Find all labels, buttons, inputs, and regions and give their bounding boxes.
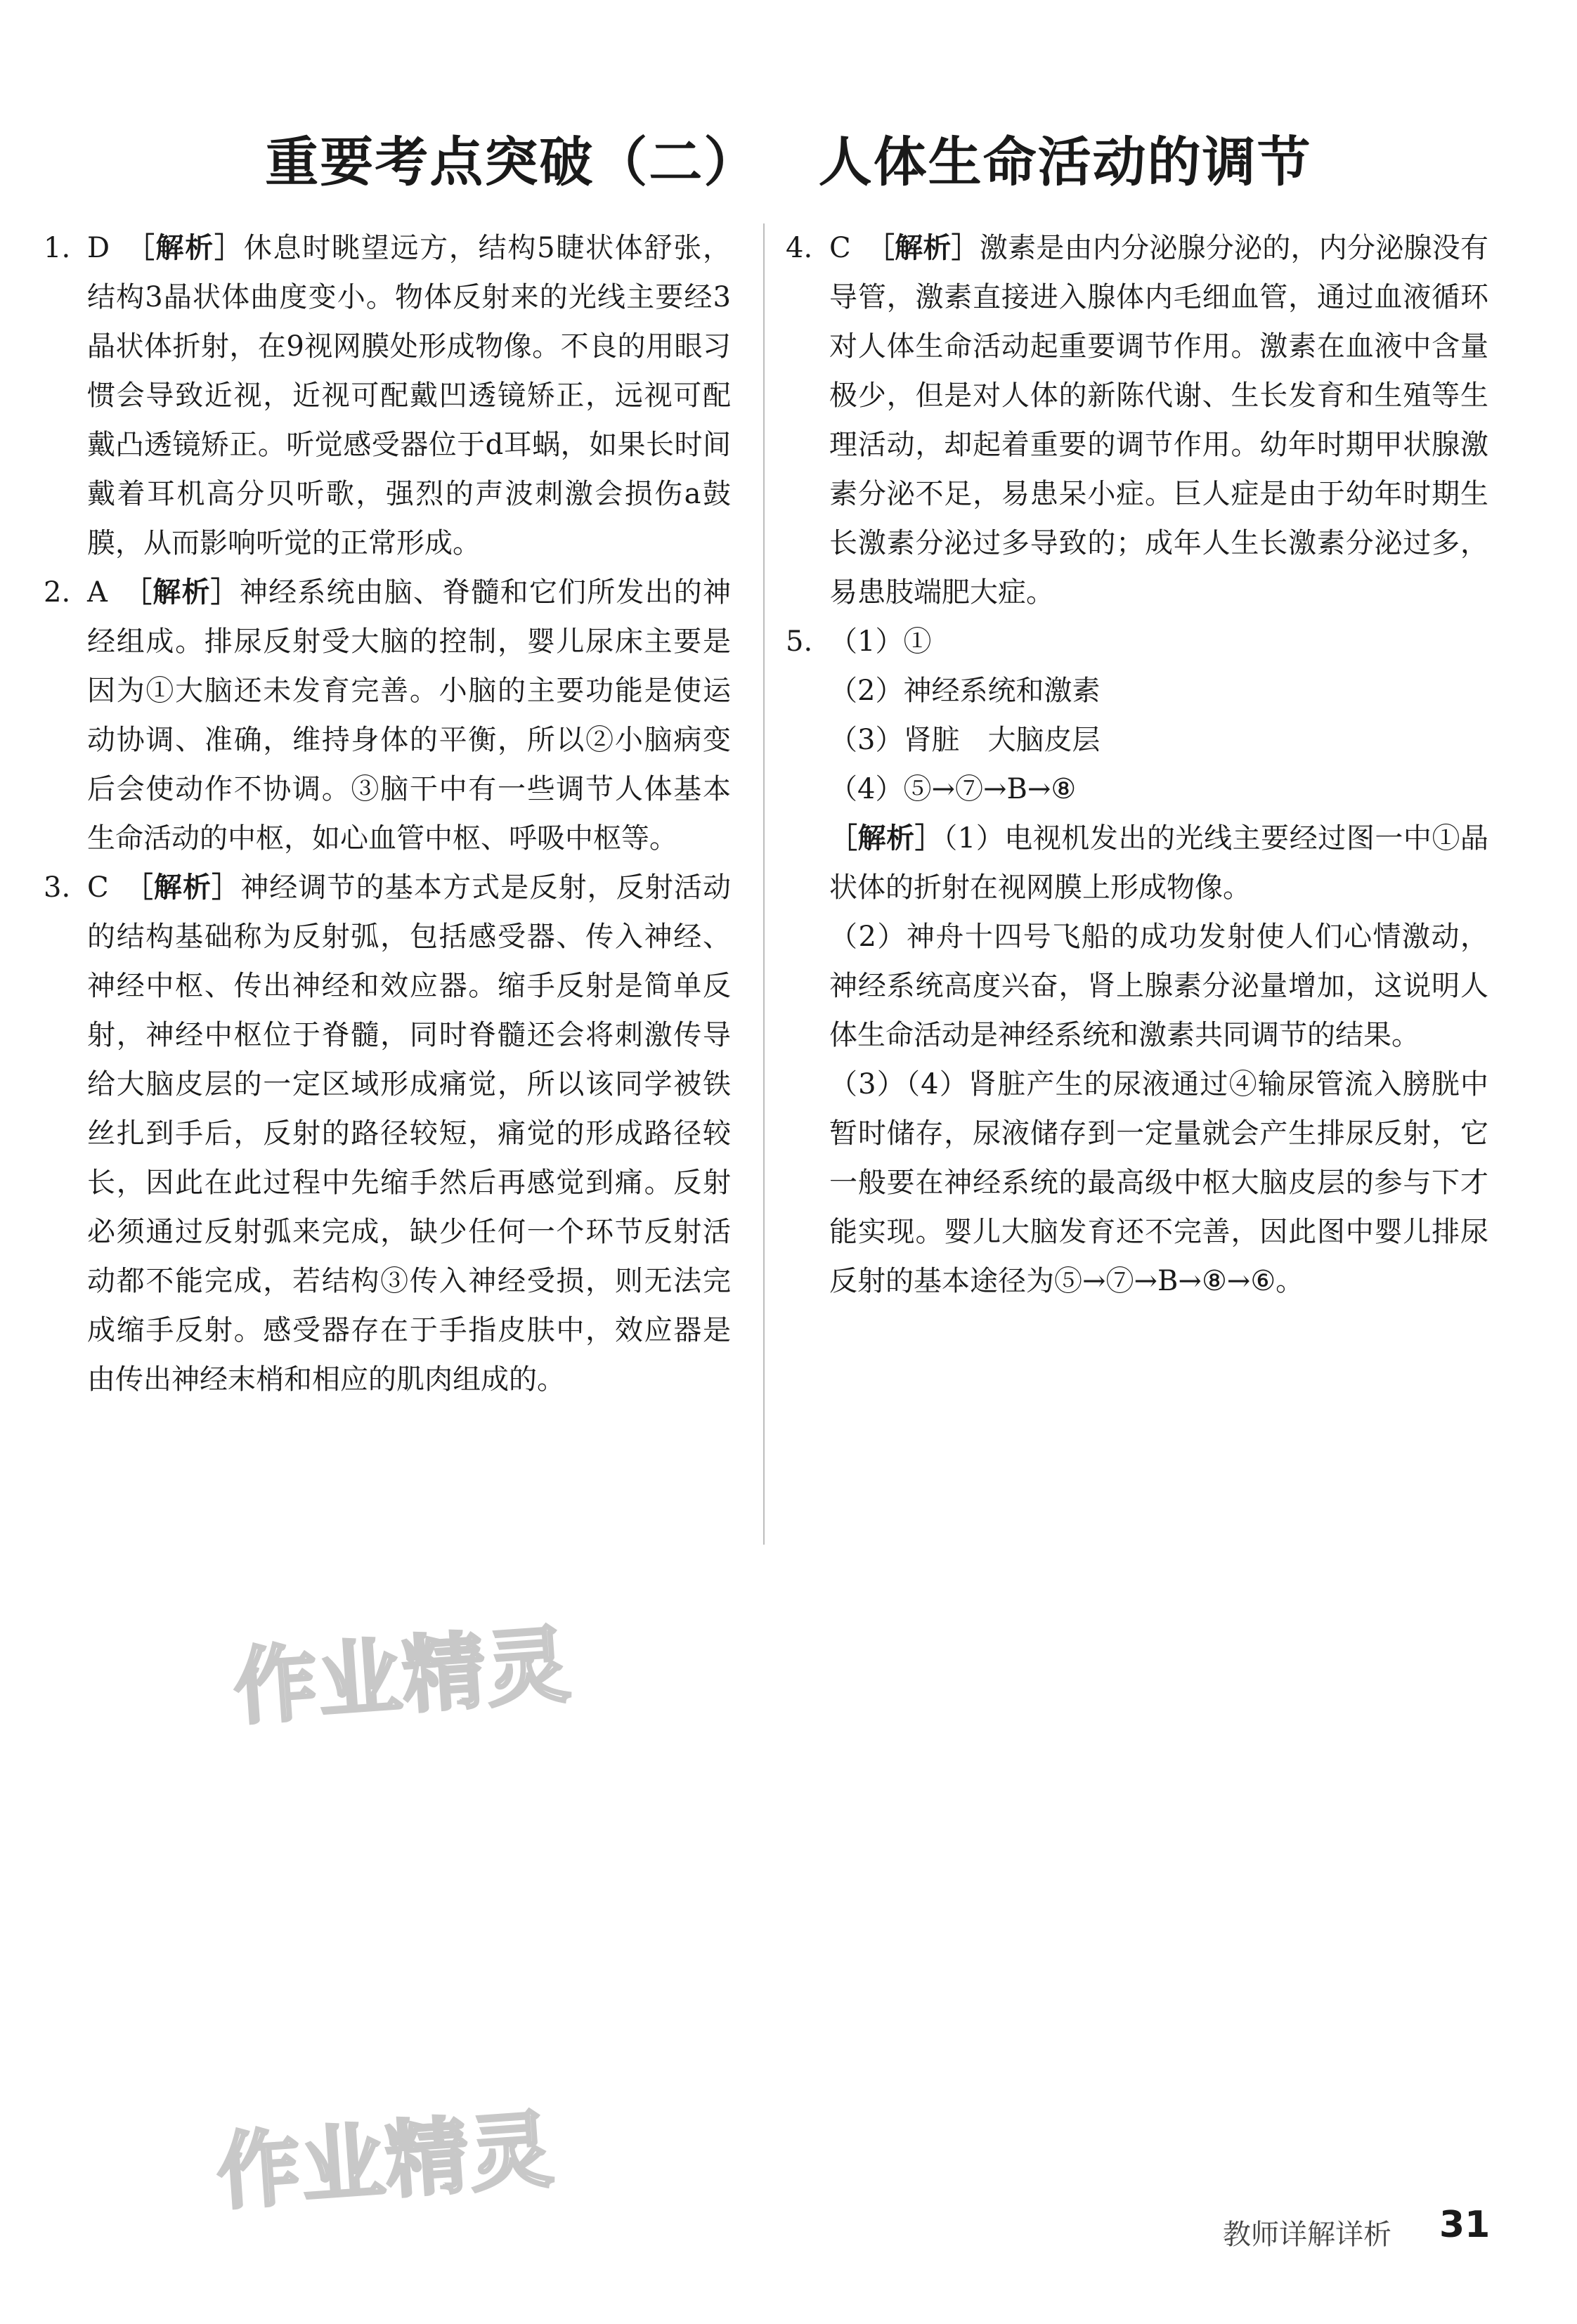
question-number: 3. [44,871,71,904]
right-column [786,223,1488,1306]
answer-letter: A [87,576,108,609]
footer-label: 教师详解详析 [1223,2219,1391,2251]
answer-line: （2）神经系统和激素 [829,675,1101,707]
analysis-tag: ［解析］ [866,232,980,264]
page-number: 31 [1439,2204,1491,2246]
answer-letter: D [87,232,110,264]
analysis-text: （3）（4）肾脏产生的尿液通过④输尿管流入膀胱中暂时储存，尿液储存到一定量就会产生排尿反射，它一般要在神经系统的最高级中枢大脑皮层的参与下才能实现。婴儿大脑发育还不完善，因此图中婴儿排尿反射的基本途径为⑤→⑦→B→⑧→⑥。 [829,1068,1488,1297]
question-number: 1. [44,232,71,264]
question-number: 5. [786,625,813,658]
analysis-tag: ［解析］ [122,576,240,609]
answer-line: （3）肾脏 大脑皮层 [829,724,1101,756]
column-divider [763,223,765,1545]
answer-letter: C [829,232,851,264]
analysis-text: 休息时眺望远方，结构5睫状体舒张，结构3晶状体曲度变小。物体反射来的光线主要经3晶状体折射，在9视网膜处形成物像。不良的用眼习惯会导致近视，近视可配戴凹透镜矫正，远视可配戴凸透镜矫正。听觉感受器位于d耳蜗，如果长时间戴着耳机高分贝听歌，强烈的声波刺激会损伤a鼓膜，从而影响听觉的正常形成。 [87,232,732,559]
page-title: 重要考点突破（二） 人体生命活动的调节 [265,131,1312,193]
analysis-tag: ［解析］ [829,822,944,855]
question-number: 2. [44,576,71,609]
question-number: 4. [786,232,813,264]
analysis-text: 激素是由内分泌腺分泌的，内分泌腺没有导管，激素直接进入腺体内毛细血管，通过血液循环对人体生命活动起重要调节作用。激素在血液中含量极少，但是对人体的新陈代谢、生长发育和生殖等生理活动，却起着重要的调节作用。幼年时期甲状腺激素分泌不足，易患呆小症。巨人症是由于幼年时期生长激素分泌过多导致的；成年人生长激素分泌过多，易患肢端肥大症。 [829,232,1489,609]
answer-line: （1）① [829,625,932,658]
analysis-text: 神经调节的基本方式是反射，反射活动的结构基础称为反射弧，包括感受器、传入神经、神经中枢、传出神经和效应器。缩手反射是简单反射，神经中枢位于脊髓，同时脊髓还会将刺激传导给大脑皮层的一定区域形成痛觉，所以该同学被铁丝扎到手后，反射的路径较短，痛觉的形成路径较长，因此在此过程中先缩手然后再感觉到痛。反射必须通过反射弧来完成，缺少任何一个环节反射活动都不能完成，若结构③传入神经受损，则无法完成缩手反射。感受器存在于手指皮肤中，效应器是由传出神经末梢和相应的肌肉组成的。 [87,871,732,1396]
analysis-text: 神经系统由脑、脊髓和它们所发出的神经组成。排尿反射受大脑的控制，婴儿尿床主要是因为①大脑还未发育完善。小脑的主要功能是使运动协调、准确，维持身体的平衡，所以②小脑病变后会使动作不协调。③脑干中有一些调节人体基本生命活动的中枢，如心血管中枢、呼吸中枢等。 [87,576,732,855]
left-column [44,223,731,1404]
answer-line: （4）⑤→⑦→B→⑧ [829,773,1077,805]
question-1 [44,223,731,568]
watermark: 作业精灵 [231,1616,574,1736]
analysis-text: （1）电视机发出的光线主要经过图一中①晶状体的折射在视网膜上形成物像。 [829,822,1489,904]
analysis-block [786,814,1488,912]
analysis-text: （2）神舟十四号飞船的成功发射使人们心情激动，神经系统高度兴奋，肾上腺素分泌量增加，这说明人体生命活动是神经系统和激素共同调节的结果。 [829,921,1488,1051]
answer-letter: C [87,871,109,904]
analysis-tag: ［解析］ [125,232,244,264]
question-4 [786,223,1488,617]
question-5 [786,617,1488,666]
question-3 [44,863,731,1404]
analysis-tag: ［解析］ [124,871,241,904]
watermark: 作业精灵 [214,2101,557,2221]
question-2 [44,568,731,863]
